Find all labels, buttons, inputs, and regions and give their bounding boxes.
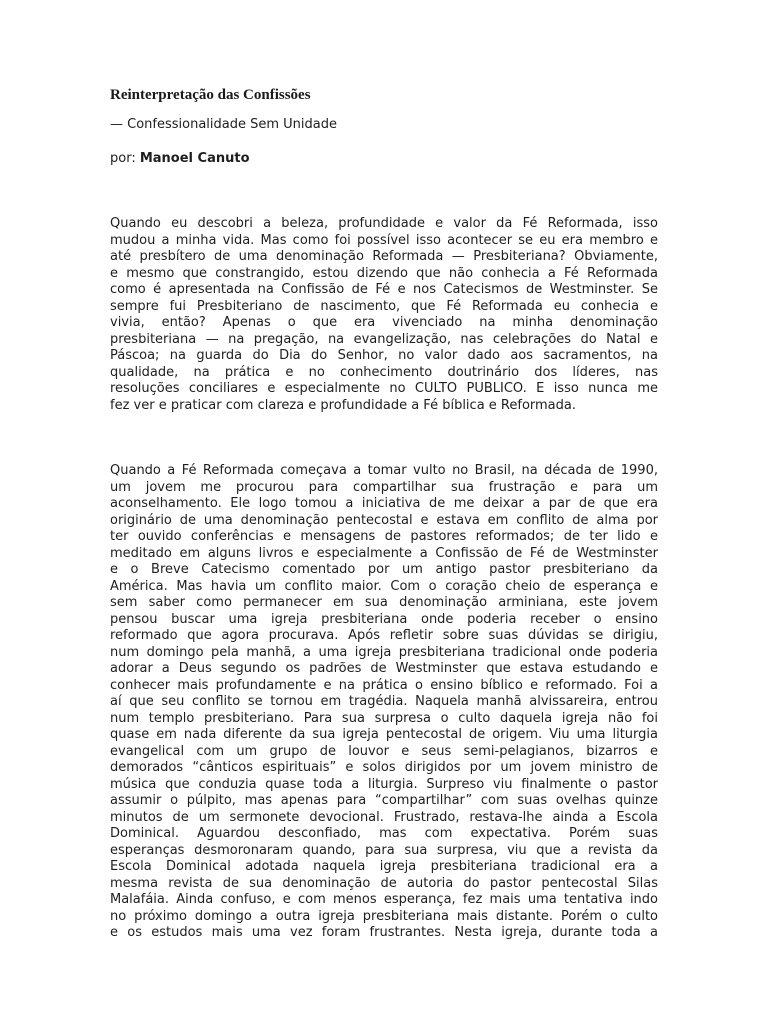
paragraph-line: mesma revista de sua denominação de autoria do pastor pentecostal Silas [110, 875, 658, 891]
paragraph-line: um jovem me procurou para compartilhar sua frustração e para um [110, 479, 658, 495]
paragraph-line: sempre fui Presbiteriano de nascimento, que Fé Reformada eu conhecia e [110, 298, 658, 314]
paragraph-line: fez ver e praticar com clareza e profundidade a Fé bíblica e Reformada. [110, 397, 576, 413]
paragraph-line: assumir o púlpito, mas apenas para “compartilhar” com suas ovelhas quinze [110, 793, 658, 808]
paragraph-line: Quando a Fé Reformada começava a tomar vulto no Brasil, na década de 1990, [110, 463, 658, 478]
page-subtitle: — Confessionalidade Sem Unidade [110, 117, 337, 132]
paragraph-line: e os estudos mais uma vez foram frustrantes. Nesta igreja, durante toda a [110, 925, 658, 940]
paragraph-line: América. Mas havia um conflito maior. Com o coração cheio de esperança e [110, 578, 658, 594]
paragraph-line: sem saber como permanecer em sua denominação arminiana, este jovem [110, 595, 658, 610]
paragraph-line: e o Breve Catecismo comentado por um antigo pastor presbiteriano da [110, 562, 658, 577]
body-paragraph [110, 463, 658, 942]
paragraph-line: esperanças desmoronaram quando, para sua surpresa, viu que a revista da [110, 842, 658, 858]
paragraph-line: e mesmo que constrangido, estou dizendo que não conhecia a Fé Reformada [110, 265, 658, 281]
paragraph-line: minutos de um sermonete devocional. Frustrado, restava-lhe ainda a Escola [110, 809, 658, 825]
paragraph-line: aí que seu conflito se tornou em tragédia. Naquela manhã alvissareira, entrou [110, 694, 658, 709]
paragraph-line: resoluções conciliares e especialmente no CULTO PÚBLICO. E isso nunca me [110, 381, 658, 396]
paragraph-line: vivia, então? Apenas o que era vivenciado na minha denominação [110, 315, 658, 330]
paragraph-line: pensou buscar uma igreja presbiteriana onde poderia receber o ensino [110, 611, 658, 627]
byline [110, 151, 250, 166]
paragraph-line: Malafáia. Ainda confuso, e com menos esperança, fez mais uma tentativa indo [110, 892, 658, 907]
paragraph-line: originário de uma denominação pentecostal e estava em conflito de alma por [110, 512, 658, 528]
paragraph-line: como é apresentada na Confissão de Fé e nos Catecismos de Westminster. Se [110, 282, 658, 297]
paragraph-line: qualidade, na prática e no conhecimento doutrinário dos líderes, nas [110, 364, 658, 380]
paragraph-line: Dominical. Aguardou desconfiado, mas com expectativa. Porém suas [110, 826, 658, 841]
paragraph-line: num templo presbiteriano. Para sua surpresa o culto daquela igreja não foi [110, 710, 658, 726]
paragraph-line: música que conduzia quase toda a liturgia. Surpreso viu finalmente o pastor [110, 776, 658, 792]
paragraph-line: num domingo pela manhã, a uma igreja presbiteriana tradicional onde poderia [110, 644, 658, 660]
paragraph-line: Escola Dominical adotada naquela igreja presbiteriana tradicional era a [110, 859, 658, 874]
byline-prefix: por: [110, 151, 140, 166]
author-name: Manoel Canuto [139, 151, 250, 166]
paragraph-line: Páscoa; na guarda do Dia do Senhor, no valor dado aos sacramentos, na [110, 348, 658, 363]
page-title: Reinterpretação das Confissões [110, 87, 311, 103]
paragraph-line: quase em nada diferente da sua igreja pentecostal de origem. Viu uma liturgia [110, 727, 658, 742]
paragraph-line: reformado que agora procurava. Após refletir sobre suas dúvidas se dirigiu, [110, 628, 658, 643]
paragraph-line: até presbítero de uma denominação Reformada — Presbiteriana? Obviamente, [110, 249, 658, 264]
paragraph-line: evangelical com um grupo de louvor e seus semi-pelagianos, bizarros e [110, 743, 658, 759]
paragraph-line: no próximo domingo a outra igreja presbiteriana mais distante. Porém o culto [110, 908, 658, 924]
paragraph-line: mudou a minha vida. Mas como foi possível isso acontecer se eu era membro e [110, 232, 658, 248]
paragraph-line: meditado em alguns livros e especialmente a Confissão de Fé de Westminster [110, 545, 658, 561]
paragraph-line: aconselhamento. Ele logo tomou a iniciativa de me deixar a par de que era [110, 496, 658, 511]
paragraph-line: conhecer mais profundamente e na prática o ensino bíblico e reformado. Foi a [110, 677, 658, 693]
paragraph-line: adorar a Deus segundo os padrões de Westminster que estava estudando e [110, 661, 658, 676]
paragraph-line: Quando eu descobri a beleza, profundidade e valor da Fé Reformada, isso [110, 216, 658, 231]
body-paragraph [110, 216, 658, 414]
paragraph-line: demorados “cânticos espirituais” e solos dirigidos por um jovem ministro de [110, 760, 658, 775]
paragraph-line: ter ouvido conferências e mensagens de pastores reformados; de ter lido e [110, 529, 658, 544]
paragraph-line: presbiteriana — na pregação, na evangelização, nas celebrações do Natal e [110, 331, 658, 347]
